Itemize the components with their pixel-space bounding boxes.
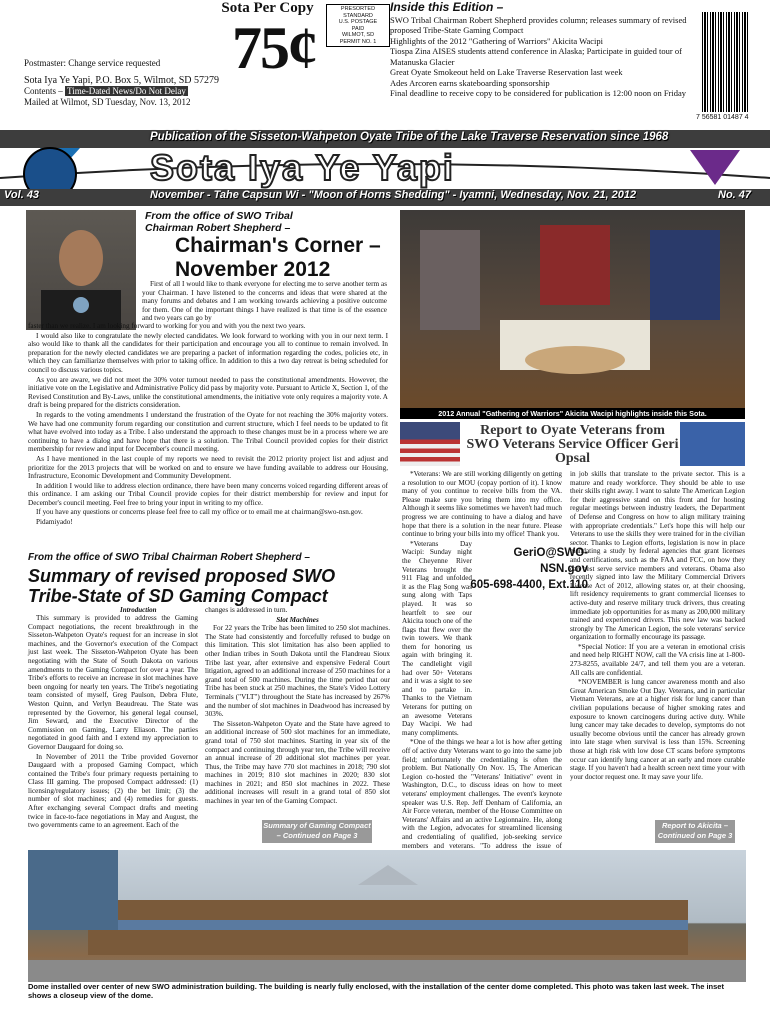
postmaster-block [24,58,224,108]
permit-line: PAID [351,25,365,32]
flag-photo [400,422,460,466]
chairman-body-intro [142,280,387,324]
chairman-headline [175,234,381,282]
veterans-seal-photo [680,422,745,466]
inside-item: Great Oyate Smokeout held on Lake Traverse Reservation last week [390,67,623,77]
inside-edition [390,2,690,99]
inside-item: Final deadline to receive copy to be considered for publication is 12:00 noon on Friday [390,88,687,98]
chairman-body [28,322,388,528]
paragraph: The Sisseton-Wahpeton Oyate and the State have agreed to an additional increase of 500 slot machines for an immediate, grand total of 750 slot machines. Starting in year six of the compact and continuing through year ten, the Tribe will receive an annual increase of 20 additional slot machines per year. Thus, the Tribe may have 770 slot machines in 2018; 790 slot machines in 2019; 810 slot machines in 2020; 830 slot machines in 2021; and 850 slot machines in 2022. These additional increases will result in a grand total of 850 slot machines in year ten of the Gaming Compact. [205,719,390,806]
permit-line: U.S. POSTAGE [338,19,378,25]
contact-phone: 605-698-4400, Ext.110 [470,579,588,591]
inside-item: SWO Tribal Chairman Robert Shepherd provides column; releases summary of revised proposed Tribe-State Gaming Compact [390,14,687,35]
paragraph: in job skills that translate to the private sector. This is a mature and ready workforce. They should be able to use their skills right away. I want to salute The American Legion for their aggressive stand on this front and for hosting regular meetings between industry leaders, the Department of Defense and Congress on how to align military training with appropriate credentials." Let's hope this will help our Veterans to use the skills they were trained for in the civilian sector. Thanks to Legion efforts, legislation is now in place mandating a study by federal agencies that grant licenses and certifications, such as the FAA and FCC, on how they can best serve service members and veterans. Obama also recently signed into law the Military Commercial Drivers License Act of 2012, allowing states or, at their choosing, lift residency requirements to grant commercial licenses to active-duty and reserve military truck drivers, thus creating immediate job opportunities for as many as 200,000 military trained and experienced drivers. This new law was backed strongly by The American Legion, the sole veterans' service organization to formally encourage its passage. [570,470,745,642]
veterans-column-2 [570,470,745,782]
veterans-headline: Report to Oyate Veterans from SWO Veterans Service Officer Geri Opsal [466,423,679,466]
paragraph: In November of 2011 the Tribe provided Governor Daugaard with a proposed Gaming Compact, which contained the Tribe's four primary requests pertaining to Class III gaming. The proposed Compact addressed: (1) licensing/regulatory issues; (2) the bet limit; (3) the number of slot machines; and (4) remedies for guests. After exchanging several Compact drafts and meeting twice in face-to-face negotiations in May and August, the two governments came to an agreement. Each of the [28,752,198,830]
photo-caption: 2012 Annual "Gathering of Warriors" Akicita Wacipi highlights inside this Sota. [400,408,745,419]
paragraph: *NOVEMBER is lung cancer awareness month and also Great American Smoke Out Day. Veterans, and in particular Vietnam Veterans, are at a higher risk for lung cancer than civilian populations because of higher smoking rates and exposure to known carcinogens during active duty. While lung cancer may take decades to develop, symptoms do not usually become obvious until the cancer has already grown into late stage when survival is less than 15%. Screening those at high risk with low dose CT scans before symptoms occur can identify lung cancer at an early and more curable stage. If you haven't had a health screen next time your with your doctor request one. It may save your life. [570,678,745,781]
paragraph: *Veterans Day Wacipi: Sunday night the Cheyenne River Veterans brought the 911 Flag and unfolded it as the Flag Song was sung along with Taps played. It was so heartfelt to see our Akicita touch one of the flags that flew over the twin towers. We thank them for honoring us again with bringing it. The candlelight vigil had over 50+ Veterans and it was a sight to see and to partake in. Thanks to the Vietnam Veterans for putting on an awesome Veterans Day Wacipi. We had many compliments. [402,539,472,737]
summary-headline: Summary of revised proposed SWO Tribe-State of SD Gaming Compact [28,566,336,606]
summary-byline: From the office of SWO Tribal Chairman Robert Shepherd – [28,552,310,563]
paragraph: For 22 years the Tribe has been limited to 250 slot machines. The State had consistently and forcefully refused to budge on this limitation. This slot limitation has also been applied to other Indian tribes in South Dakota until the Flandreau Sioux Tribe last year, after extensive and expensive Federal Court litigation, agreed to an additional increase of 250 machines for a grand total of 500 machines. During the time period that our Tribe has been stuck at 250 machines, the State's Video Lottery Terminals ("VLT") throughout the State has increased by 267% and the number of slot machines in Deadwood has increased by 303%. [205,624,391,719]
headline-line: Chairman's Corner – [175,234,381,257]
paragraph: This summary is provided to address the Gaming Compact negotiations, the recent breakthrough in the Sisseton-Wahpeton Oyate's request for an increase in slot machines, and the Governor's execution of the Compact just last week. The Sisseton-Wahpeton Oyate has been negotiating with the State of South Dakota on various amendments to the Gaming Compact for over a year. The Tribe's efforts to receive an increase in slot machines have been ongoing for nearly ten years. The Tribe's negotiating team consisted of myself, Greg Paulson, Debra Flute, Weston Quinn, and Verlyn Beaudreau. The State was represented by the Governor, his general legal counsel, Jim Seward, and the Executive Director of the Commission on Gaming, Larry Eliason. The parties negotiated in good faith and I extend my appreciation to Governor Daugaard for doing so. [28,614,198,751]
slot-heading: Slot Machines [276,615,319,624]
issue-date: November - Tahe Capsun Wi - "Moon of Horns Shedding" - Iyamni, Wednesday, Nov. 21, 2012 [150,189,637,201]
paragraph: *Special Notice: If you are a veteran in emotional crisis and need help RIGHT NOW, call the VA crisis line at 1-800-273-8255, available 24/7, and tell them you are a veteran. All calls are confidential. [570,642,745,677]
newspaper-name: Sota Iya Ye Yapi [150,147,455,188]
barcode-icon [702,12,750,112]
paragraph: I would also like to congratulate the newly elected candidates. We look forward to working with you in our next term. I also would like to thank all the candidates for their participation and encourage you all to continue to remain involved. In preparation for the newly elected candidates we are preparing a packet of information regarding the codes, policies etc, in which they can familiarize themselves with prior to taking office. In addition to this a two day retreat is being scheduled for council to discuss various topics. [28,331,388,374]
contents-prefix: Contents – [24,86,63,96]
headline-line: November 2012 [175,258,331,281]
paragraph: In regards to the voting amendments I understand the frustration of the Oyate for not reaching the 30% majority voters. We have had one community forum regarding our constitution and current structure, which I feel needs to be updated to fit what have evolved into today as a Tribe. I also understand the approach to these changes must be in a process where we are continuing to have a dialog and have hope that there is a solution. The Tribal Council provided copies for their district membership for review and input for December's council meeting. [28,410,388,454]
paragraph: First of all I would like to thank everyone for electing me to serve another term as your Chairman. I have listened to the concerns and ideas that were shared at the many forums and debates and I am working towards achieving a positive outcome for them. One of the important things I have realized is that time is of the essence and two years can go by [142,280,387,323]
chairman-byline [145,210,293,234]
volume-number: Vol. 43 [4,189,40,201]
sota-per-copy: Sota Per Copy [221,0,314,16]
paragraph: faster than we realize. I am looking forward to working for you and with you the next two years. [28,322,306,330]
paragraph: *One of the things we hear a lot is how after getting off of active duty Veterans want to go into the same job field; unfortunately the credentialing is often the problem. But Nationally On Nov. 15, The American Legion co-hosted the "Veterans' Initiative" event in Washington, D.C., to discuss ideas on how to meet veterans' employment challenges. The event's keynote speaker was U.S. Rep. Jeff Denham of California, an Air Force veteran, member of the House Committee on Veterans' Affairs and an active Legionnaire. He, along with the Legion, advocates for streamlined licensing and credentialing of qualified, job-seeking service members and veterans. "To address the issue of [402,738,562,850]
contents-highlight: Time-Dated News/Do Not Delay [67,86,186,96]
byline-line: From the office of SWO Tribal [145,210,293,222]
permit-line: STANDARD [343,12,373,19]
address-line: Sota Iya Ye Yapi, P.O. Box 5, Wilmot, SD 57279 [24,75,219,86]
contact-email[interactable]: GeriO@SWO-NSN.gov [513,547,588,575]
permit-line: PERMIT NO. 1 [339,38,377,45]
building-caption: Dome installed over center of new SWO administration building. The building is nearly fully enclosed, with the installation of the center dome completed. This photo was taken last week. The inset shows a closeup view of the dome. [28,982,724,1000]
publication-line: Publication of the Sisseton-Wahpeton Oyate Tribe of the Lake Traverse Reservation since 1968 [150,131,669,143]
postage-permit-box [326,4,390,47]
permit-line: WILMOT, SD [341,32,375,38]
paragraph: As you are aware, we did not meet the 30% voter turnout needed to pass the constitutional amendments. However, the initiative vote on the Legislative and Administrative Policy did pass by majority vote. Pursuant to Article X, Section 1, of the Revised Constitution and By-Laws, unlike the constitutional amendments, the initiative vote only requires a majority vote. A draft is being prepared for the districts consideration. [28,375,388,410]
intro-heading: Introduction [120,606,157,614]
paragraph: Pidamiyado! [36,518,73,527]
veterans-continued: Report to Akicita – Continued on Page 3 [655,820,735,843]
byline-line: Chairman Robert Shepherd – [145,222,291,234]
summary-continued: Summary of Gaming Compact – Continued on Page 3 [262,820,372,843]
barcode-number: 7 56581 01487 4 [696,114,749,121]
inside-item: Highlights of the 2012 "Gathering of Warriors" Akicita Wacipi [390,35,603,46]
paragraph: If you have any questions or concerns please feel free to call my office or to email me at chairman@swo-nsn.gov. [36,508,363,517]
paragraph: changes is addressed in turn. [205,606,288,614]
issue-number: No. 47 [718,189,752,201]
mailed-line: Mailed at Wilmot, SD Tuesday, Nov. 13, 2012 [24,97,191,107]
building-photo [28,850,746,982]
inside-item: Tiospa Zina AISES students attend conference in Alaska; Participate in guided tour of Matanuska Glacier [390,46,682,67]
paragraph: In addition I would like to address election ordinance, there have been many concerns voiced regarding different areas of this ordinance. I am asking our Tribal Council provide copies for their district membership for review and input for December's council meeting. Feel free to bring your input in writing to my office. [28,481,388,507]
paragraph: As I have mentioned in the last couple of my reports we need to revisit the 2012 priority project list and adjust and prioritize for the 2013 projects that will be worked on and to ensure we have funding available to address our Housing, Infrastructure, Economic Development and Community Development. [28,454,388,481]
chairman-photo [26,210,136,330]
price: 75¢ [232,15,316,81]
postmaster-line: Postmaster: Change service requested [24,58,161,68]
warriors-photo [400,210,745,408]
summary-column-2 [205,606,390,807]
inside-title: Inside this Edition – [390,0,504,14]
paragraph: *Veterans: We are still working diligently on getting a resolution to our MOU (copay portion of it). I know many of you continue to receive bills from the VA. Please make sure you bring them into my office. Although it seems like sometimes we haven't had much progress we are continuing to have a dialog and have hope that there is a solution in the near future. Please continue to bring your bills into my office! Thank you. [402,470,562,539]
summary-column-1 [28,614,198,831]
inside-item: Ades Arcoren earns skateboarding sponsorship [390,77,550,88]
permit-line: PRESORTED [340,6,376,12]
